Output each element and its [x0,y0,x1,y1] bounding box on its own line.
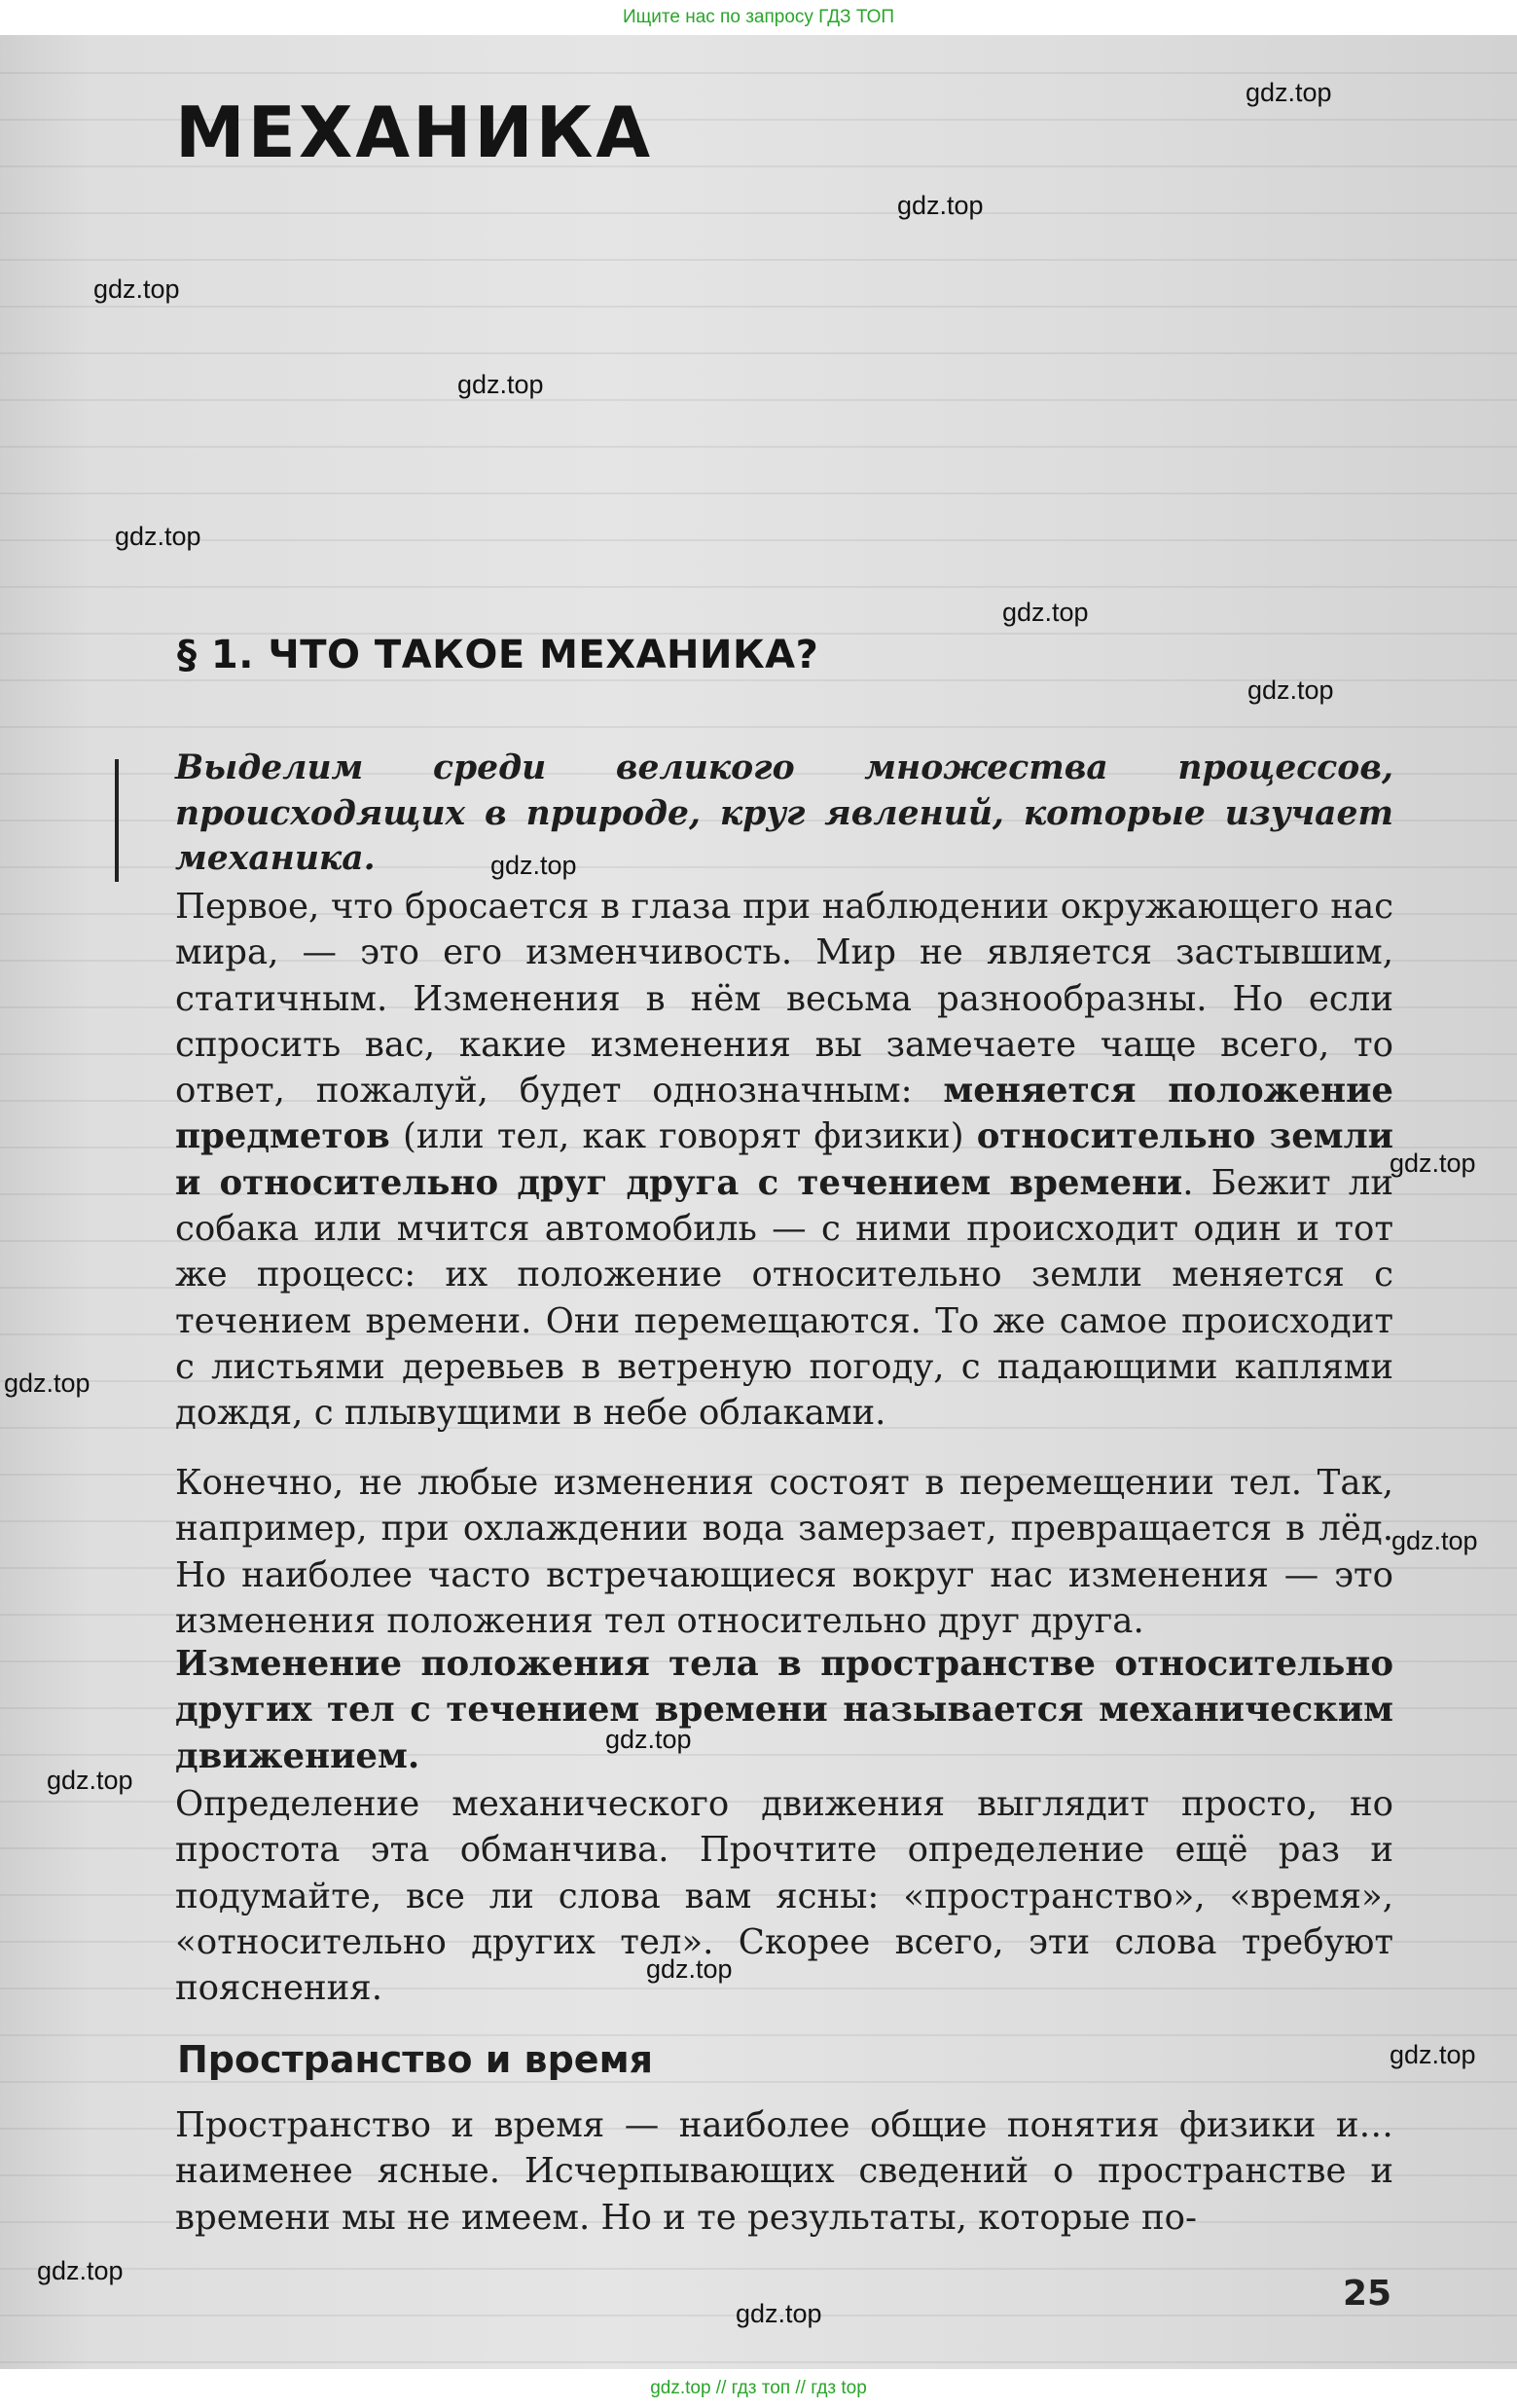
watermark: gdz.top [1390,2040,1476,2069]
watermark: gdz.top [37,2256,124,2285]
watermark: gdz.top [1002,598,1089,627]
paragraph-1-bold-d: относительно земли и относительно друг друга с течением времени [175,1116,1393,1203]
watermark: gdz.top [1247,675,1334,705]
paragraph-5: Пространство и время — наиболее общие понятия физики и… наименее ясные. Исчерпывающих сведений о пространстве и времени мы не имеем. Но и те результаты, которые по- [175,2105,1393,2238]
watermark: gdz.top [897,191,984,220]
paragraph-4: Определение механического движения выглядит просто, но простота эта обманчива. Прочтите определение ещё раз и подумайте, все ли слова вам ясны: «пространство», «время», «относительно других тел». Скорее всего, эти слова требуют пояснения. [175,1784,1393,2009]
page-number: 25 [1343,2274,1392,2314]
paragraph-1-part-c: (или тел, как говорят физики) [389,1116,977,1157]
paragraph-2: Конечно, не любые изменения состоят в перемещении тел. Так, например, при охлаждении вода замерзает, превращается в лёд. Но наиболее часто встречающиеся вокруг нас изменения — это изменения положения тел относительно друг друга. [175,1463,1393,1641]
chapter-title: МЕХАНИКА [175,91,654,173]
intro-margin-bar [115,759,119,882]
watermark: gdz.top [490,851,577,880]
paragraph-1 [175,884,1393,1437]
watermark: gdz.top [1391,1526,1478,1555]
paragraph-1-bold-b: меняется положение предметов [175,1071,1393,1157]
subsection-title: Пространство и время [177,2038,654,2081]
intro-paragraph: Выделим среди великого множества процессов, происходящих в природе, круг явлений, которые изучает механика. [175,748,1393,878]
book-page [0,35,1517,2369]
watermark: gdz.top [4,1368,90,1398]
paragraph-3-definition: Изменение положения тела в пространстве относительно других тел с течением времени называется механическим движением. [175,1644,1393,1776]
paragraph-1-part-e: . Бежит ли собака или мчится автомобиль — с ними происходит один и тот же процесс: их положение относительно земли меняется с течением времени. Они перемещаются. То же самое происходит с листьями деревьев в ветреную погоду, с падающими каплями дождя, с плывущими в небе облаками. [175,1162,1393,1434]
watermark: gdz.top [115,522,201,551]
watermark: gdz.top [47,1766,133,1795]
paragraph-1-part-a: Первое, что бросается в глаза при наблюдении окружающего нас мира, — это его изменчивость. Мир не является застывшим, статичным. Изменения в нём весьма разнообразны. Но если спросить вас, какие изменения вы замечаете чаще всего, то ответ, пожалуй, будет однозначным: [175,887,1393,1112]
watermark: gdz.top [93,274,180,304]
watermark: gdz.top [1246,78,1332,107]
top-banner[interactable]: Ищите нас по запросу ГДЗ ТОП [0,0,1517,35]
watermark: gdz.top [605,1725,692,1754]
bottom-banner[interactable]: gdz.top // гдз топ // гдз top [0,2369,1517,2408]
watermark: gdz.top [457,370,544,399]
watermark: gdz.top [1390,1149,1476,1178]
watermark: gdz.top [736,2299,822,2328]
watermark: gdz.top [646,1954,733,1984]
section-title: § 1. ЧТО ТАКОЕ МЕХАНИКА? [177,633,819,677]
